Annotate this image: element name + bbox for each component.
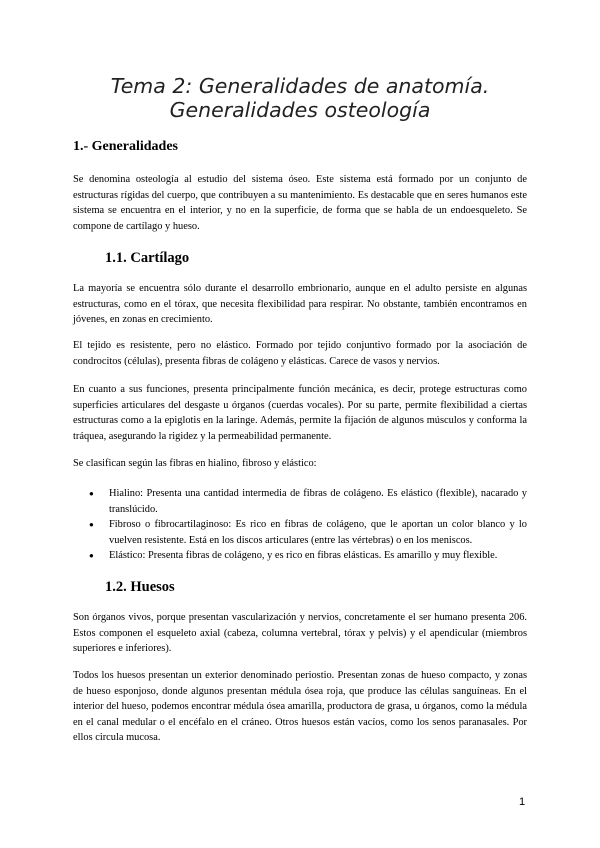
document-title xyxy=(40,74,560,122)
section-heading-generalidades: 1.- Generalidades xyxy=(73,139,178,154)
paragraph-cartilago-4: Se clasifican según las fibras en hialino, fibroso y elástico: xyxy=(73,458,317,469)
list-item: ● Fibroso o fibrocartilaginoso: Es rico en fibras de colágeno, que le aportan un color blanco y lo vuelven resistente. Está en los discos articulares (entre las vértebras) o en los meniscos. xyxy=(73,517,527,548)
section-heading-huesos: 1.2. Huesos xyxy=(105,579,175,595)
page-number: 1 xyxy=(519,796,526,808)
title-line-1: Tema 2: Generalidades de anatomía. xyxy=(110,74,490,98)
paragraph-cartilago-3: En cuanto a sus funciones, presenta principalmente función mecánica, es decir, protege estructuras como superficies articulares del desgaste u órganos (cuerdas vocales). Por su parte, permite flexibilidad a ciertas estructuras como a la epiglotis en la laringe. Además, permite la fijación de algunos músculos y conforma la tráquea, asegurando la rigidez y la permeabilidad permanente. xyxy=(73,384,527,442)
section-heading-cartilago: 1.1. Cartílago xyxy=(105,250,190,266)
title-line-2: Generalidades osteología xyxy=(169,98,431,122)
paragraph-generalidades: Se denomina osteología al estudio del sistema óseo. Este sistema está formado por un conjunto de estructuras rígidas del cuerpo, que contribuyen a su mantenimiento. Es destacable que en seres humanos este sistema se encuentra en el interior, y no en la superficie, de forma que se habla de un endoesqueleto. Se compone de cartílago y hueso. xyxy=(73,174,527,232)
paragraph-huesos-2: Todos los huesos presentan un exterior denominado periostio. Presentan zonas de hueso compacto, y zonas de hueso esponjoso, donde algunos presentan médula ósea roja, que produce las células sanguíneas. En el interior del hueso, podemos encontrar médula ósea amarilla, productora de grasa, u órganos, como la médula en el canal medular o el encéfalo en el cráneo. Otros huesos están vacíos, como los senos paranasales. Por ellos circula mucosa. xyxy=(73,670,527,743)
paragraph-huesos-1: Son órganos vivos, porque presentan vascularización y nervios, concretamente el ser humano presenta 206. Estos componen el esqueleto axial (cabeza, columna vertebral, tórax y pelvis) y el apendicular (miembros superiores e inferiores). xyxy=(73,612,527,654)
list-item: ● Elástico: Presenta fibras de colágeno, y es rico en fibras elásticas. Es amarillo y muy flexible. xyxy=(73,548,527,564)
paragraph-cartilago-1: La mayoría se encuentra sólo durante el desarrollo embrionario, aunque en el adulto persiste en algunas estructuras, como en el tórax, que necesita flexibilidad para respirar. No obstante, también encontramos en jóvenes, en zonas en crecimiento. xyxy=(73,283,527,325)
paragraph-cartilago-2: El tejido es resistente, pero no elástico. Formado por tejido conjuntivo formado por la asociación de condrocitos (células), presenta fibras de colágeno y elásticas. Carece de vasos y nervios. xyxy=(73,340,527,367)
cartilage-types-list xyxy=(73,486,527,564)
list-item: ● Hialino: Presenta una cantidad intermedia de fibras de colágeno. Es elástico (flexible), nacarado y translúcido. xyxy=(73,486,527,517)
